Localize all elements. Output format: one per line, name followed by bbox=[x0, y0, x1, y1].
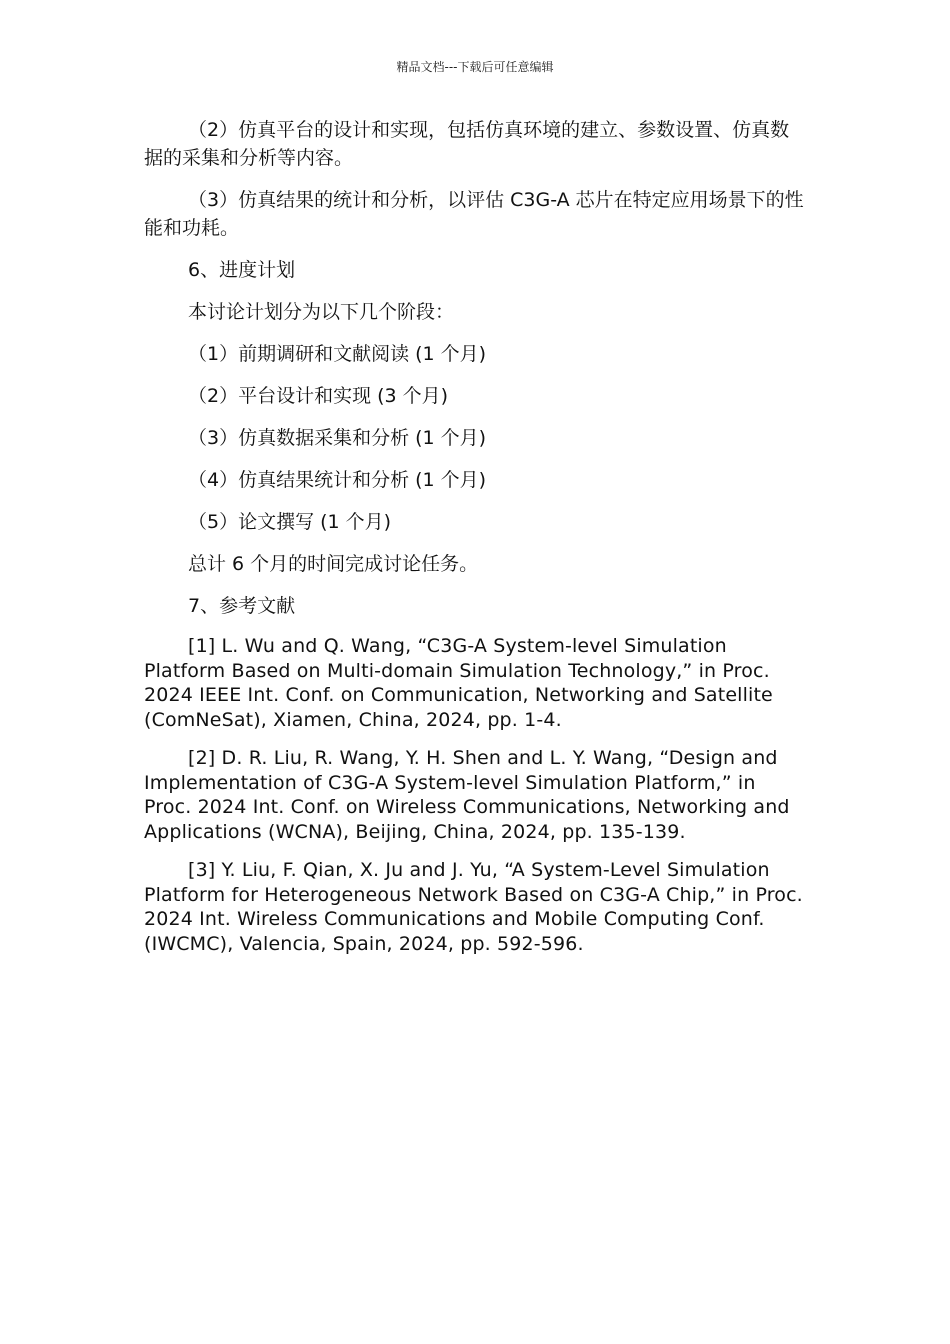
section-heading-schedule: 6、进度计划 bbox=[188, 259, 296, 281]
document-body bbox=[144, 116, 806, 970]
paragraph-platform-design: （2）仿真平台的设计和实现，包括仿真环境的建立、参数设置、仿真数据的采集和分析等内容。 bbox=[144, 119, 790, 169]
paragraph-schedule-intro: 本讨论计划分为以下几个阶段： bbox=[188, 301, 455, 323]
schedule-item-2: （2）平台设计和实现 (3 个月) bbox=[188, 385, 449, 407]
page-header: 精品文档---下载后可任意编辑 bbox=[396, 60, 554, 74]
reference-item-2: [2] D. R. Liu, R. Wang, Y. H. Shen and L. Y. Wang, “Design and Implementation of C3G-A System-level Simulation Platform,” in Proc. 2024 Int. Conf. on Wireless Communications, Networking and Applications (WCNA), Beijing, China, 2024, pp. 135-139. bbox=[144, 747, 790, 843]
reference-item-1: [1] L. Wu and Q. Wang, “C3G-A System-level Simulation Platform Based on Multi-domain Simulation Technology,” in Proc. 2024 IEEE Int. Conf. on Communication, Networking and Satellite (ComNeSat), Xiamen, China, 2024, pp. 1-4. bbox=[144, 635, 773, 731]
schedule-item-5: （5）论文撰写 (1 个月) bbox=[188, 511, 392, 533]
schedule-item-1: （1）前期调研和文献阅读 (1 个月) bbox=[188, 343, 487, 365]
schedule-item-3: （3）仿真数据采集和分析 (1 个月) bbox=[188, 427, 487, 449]
paragraph-result-analysis: （3）仿真结果的统计和分析，以评估 C3G-A 芯片在特定应用场景下的性能和功耗。 bbox=[144, 189, 804, 239]
reference-list bbox=[144, 634, 806, 956]
schedule-item-4: （4）仿真结果统计和分析 (1 个月) bbox=[188, 469, 487, 491]
paragraph-schedule-total: 总计 6 个月的时间完成讨论任务。 bbox=[188, 553, 479, 575]
reference-item-3: [3] Y. Liu, F. Qian, X. Ju and J. Yu, “A System-Level Simulation Platform for Heterogeneous Network Based on C3G-A Chip,” in Proc. 2024 Int. Wireless Communications and Mobile Computing Conf. (IWCMC), Valencia, Spain, 2024, pp. 592-596. bbox=[144, 859, 803, 955]
section-heading-references: 7、参考文献 bbox=[188, 595, 296, 617]
